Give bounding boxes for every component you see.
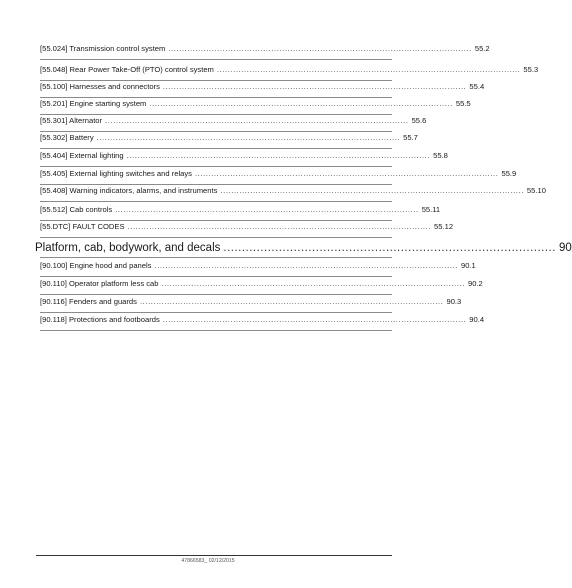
divider — [40, 80, 392, 81]
toc-entry-label: [55.512] Cab controls — [40, 205, 113, 214]
divider — [40, 184, 392, 185]
toc-entry-label: [55.408] Warning indicators, alarms, and instruments — [40, 186, 218, 195]
toc-entry-label: [55.302] Battery — [40, 133, 94, 142]
toc-entry-page: 90.4 — [469, 315, 485, 324]
toc-entry[interactable] — [40, 82, 485, 92]
toc-entry-page: 55.3 — [523, 65, 539, 74]
divider — [40, 220, 392, 221]
toc-entry-label: [55.404] External lighting — [40, 151, 124, 160]
toc-section-label: Platform, cab, bodywork, and decals — [35, 242, 221, 254]
dot-leader: ................................................................................................................ — [139, 297, 444, 306]
dot-leader: ................................................................................................................ — [220, 186, 524, 195]
toc-entry[interactable] — [40, 133, 418, 143]
toc-entry-label: [55.301] Alternator — [40, 116, 103, 125]
dot-leader: ................................................................................................................ — [154, 261, 458, 270]
toc-entry[interactable] — [40, 65, 539, 75]
divider — [40, 59, 392, 60]
toc-section-heading[interactable] — [35, 241, 572, 255]
toc-entry[interactable] — [40, 279, 483, 289]
divider — [40, 237, 392, 238]
toc-entry[interactable] — [40, 44, 490, 54]
toc-entry-page: 90.3 — [446, 297, 462, 306]
divider — [40, 114, 392, 115]
toc-entry-page: 55.6 — [411, 116, 427, 125]
toc-entry-page: 55.7 — [403, 133, 418, 142]
toc-entry-label: [55.405] External lighting switches and relays — [40, 169, 192, 178]
toc-entry-page: 55.5 — [455, 99, 471, 108]
toc-entry-label: [55.201] Engine starting system — [40, 99, 147, 108]
toc-entry-page: 90.1 — [460, 261, 476, 270]
toc-entry[interactable] — [40, 297, 462, 307]
toc-entry-page: 55.12 — [434, 222, 454, 231]
toc-entry[interactable] — [40, 186, 546, 196]
toc-entry-page: 90.2 — [467, 279, 483, 288]
toc-entry-label: [55.100] Harnesses and connectors — [40, 82, 160, 91]
toc-entry-label: [55.DTC] FAULT CODES — [40, 222, 125, 231]
toc-entry-page: 55.9 — [501, 169, 517, 178]
dot-leader: ................................................................................................................ — [162, 315, 467, 324]
divider — [40, 148, 392, 149]
divider — [40, 294, 392, 295]
divider — [40, 131, 392, 132]
toc-entry-page: 55.4 — [469, 82, 485, 91]
dot-leader: ................................................................................................................ — [126, 151, 431, 160]
toc-entry[interactable] — [40, 116, 427, 126]
divider — [40, 97, 392, 98]
toc-entry[interactable] — [40, 205, 441, 215]
divider — [40, 312, 392, 313]
toc-entry[interactable] — [40, 99, 471, 109]
toc-entry-label: [90.110] Operator platform less cab — [40, 279, 159, 288]
dot-leader: ................................................................................................................ — [127, 222, 432, 231]
divider — [40, 257, 392, 258]
toc-entry[interactable] — [40, 169, 517, 179]
footer-rule — [36, 555, 392, 556]
toc-section-page: 90 — [558, 242, 572, 254]
toc-entry[interactable] — [40, 315, 485, 325]
toc-entry-label: [55.048] Rear Power Take-Off (PTO) control system — [40, 65, 214, 74]
toc-entry-label: [55.024] Transmission control system — [40, 44, 166, 53]
dot-leader: ................................................................................................................ — [216, 65, 521, 74]
toc-entry[interactable] — [40, 151, 448, 161]
dot-leader: ................................................................................................................ — [105, 116, 409, 125]
toc-entry-label: [90.100] Engine hood and panels — [40, 261, 152, 270]
divider — [40, 166, 392, 167]
divider — [40, 276, 392, 277]
toc-entry-page: 55.10 — [526, 186, 546, 195]
divider — [40, 330, 392, 331]
divider — [40, 201, 392, 202]
dot-leader: ................................................................................................................ — [149, 99, 453, 108]
dot-leader: ................................................................................................................ — [194, 169, 499, 178]
dot-leader: .......................................................................................... — [223, 242, 556, 254]
toc-entry-page: 55.11 — [421, 205, 441, 214]
dot-leader: ................................................................................................................ — [161, 279, 465, 288]
toc-entry[interactable] — [40, 222, 454, 232]
dot-leader: ................................................................................................................ — [115, 205, 419, 214]
toc-entry-label: [90.118] Protections and footboards — [40, 315, 160, 324]
toc-entry[interactable] — [40, 261, 476, 271]
toc-entry-label: [90.116] Fenders and guards — [40, 297, 137, 306]
dot-leader: ................................................................................................................ — [162, 82, 467, 91]
toc-entry-page: 55.8 — [433, 151, 448, 160]
toc-entry-page: 55.2 — [474, 44, 490, 53]
footer-doc-id: 47866583_ 02/12/2015 — [181, 558, 235, 564]
dot-leader: ................................................................................................................ — [96, 133, 401, 142]
dot-leader: ................................................................................................................ — [168, 44, 472, 53]
